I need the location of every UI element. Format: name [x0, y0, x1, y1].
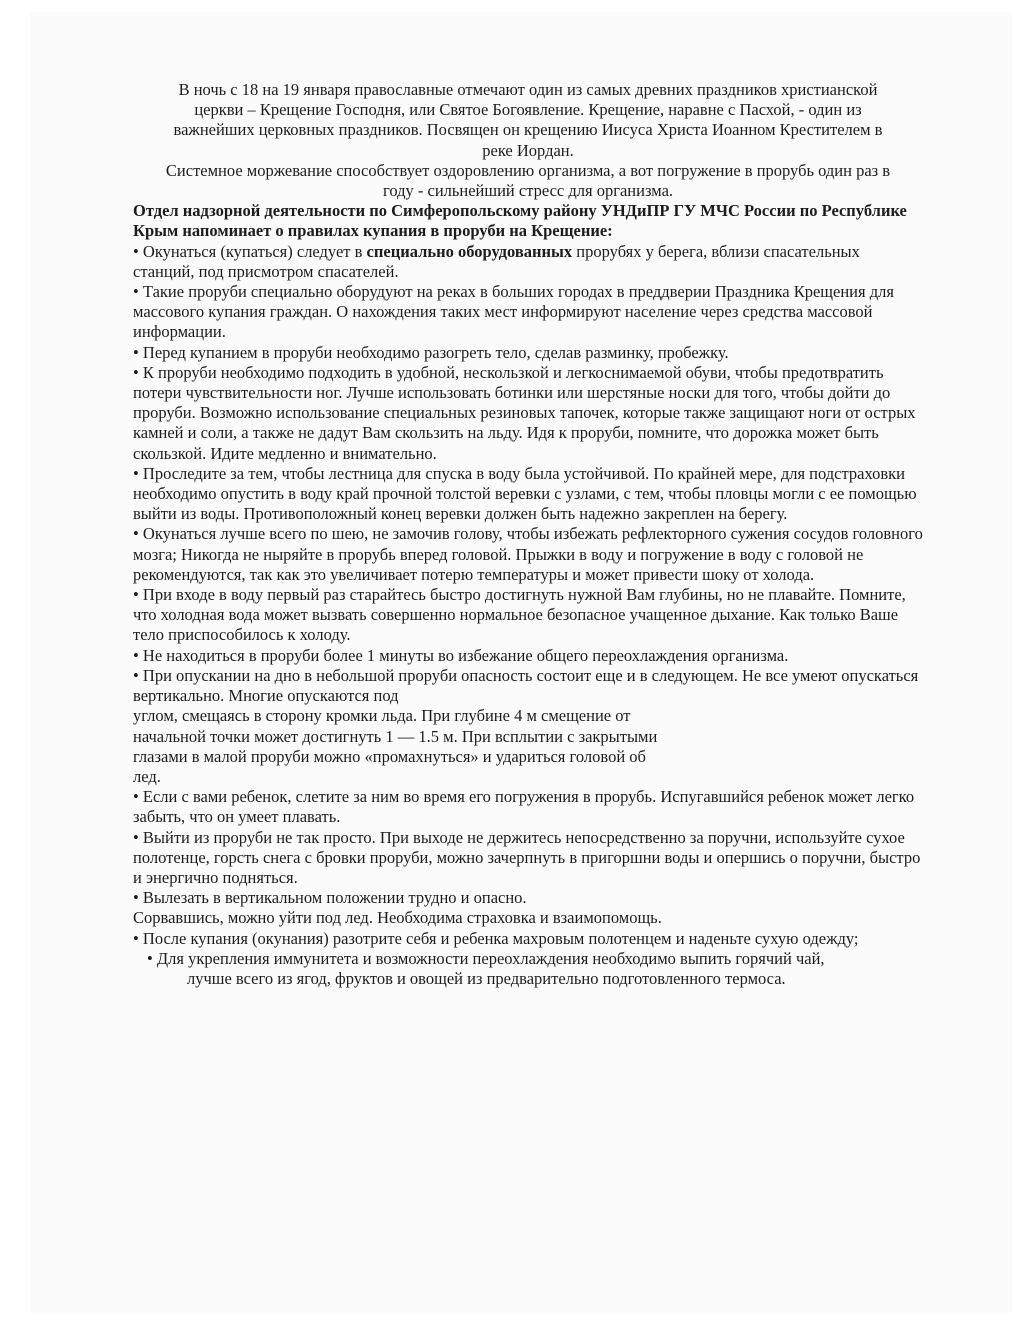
rule-descent-line: • При опускании на дно в небольшой проруби опасность состоит еще и в следующем. Не все умеют опускаться вертикально. Многие опускаются под — [133, 665, 919, 706]
intro-paragraph-2: Системное моржевание способствует оздоровлению организма, а вот погружение в прорубь один раз в году - сильнейший стресс для организма. — [165, 160, 891, 201]
rule-item: • После купания (окунания) разотрите себя и ребенка махровым полотенцем и наденьте сухую одежду; — [133, 928, 859, 948]
rule-item — [133, 242, 923, 282]
rule-item: • Вылезать в вертикальном положении трудно и опасно. — [133, 888, 527, 908]
rule-descent-line: углом, смещаясь в сторону кромки льда. При глубине 4 м смещение от — [133, 706, 631, 726]
rule-item: • Проследите за тем, чтобы лестница для спуска в воду была устойчивой. По крайней мере, для подстраховки необходимо опустить в воду край прочной толстой веревки с узлами, с тем, чтобы пловцы могли с ее помощью выйти из воды. Противоположный конец веревки должен быть надежно закреплен на берегу. — [133, 463, 917, 524]
rule-descent-line: начальной точки может достигнуть 1 — 1.5 м. При всплытии с закрытыми — [133, 726, 658, 746]
rule-descent-line: глазами в малой проруби можно «промахнуться» и удариться головой об — [133, 746, 646, 766]
rule-item: • К проруби необходимо подходить в удобной, нескользкой и легкоснимаемой обуви, чтобы предотвратить потери чувствительности ног. Лучше использовать ботинки или шерстяные носки для того, чтобы дойти до проруби. Возможно использование специальных резиновых тапочек, которые также защищают ноги от острых камней и соли, а также не дадут Вам скользить на льду. Идя к проруби, помните, что дорожка может быть скользкой. Идите медленно и внимательно. — [133, 362, 916, 463]
rule-item: • Не находиться в проруби более 1 минуты во избежание общего переохлаждения организма. — [133, 645, 789, 665]
final-rule-line-1: • Для укрепления иммунитета и возможности переохлаждения необходимо выпить горячий чай, — [147, 948, 825, 968]
section-heading: Отдел надзорной деятельности по Симферопольскому району УНДиПР ГУ МЧС России по Республике Крым напоминает о правилах купания в проруби на Крещение: — [133, 201, 907, 241]
rule-item: • Выйти из проруби не так просто. При выходе не держитесь непосредственно за поручни, используйте сухое полотенце, горсть снега с бровки проруби, можно зачерпнуть в пригоршни воды и опершись о поручни, быстро и энергично подняться. — [133, 827, 921, 887]
rule-emphasis: специально оборудованных — [366, 241, 573, 261]
rule-descent-line: лед. — [133, 766, 161, 786]
document-body — [133, 80, 923, 989]
rule-item: • Перед купанием в проруби необходимо разогреть тело, сделав разминку, пробежку. — [133, 342, 729, 362]
rule-item: • Если с вами ребенок, слетите за ним во время его погружения в прорубь. Испугавшийся ребенок может легко забыть, что он умеет плавать. — [133, 787, 915, 827]
final-rule-line-2: лучше всего из ягод, фруктов и овощей из предварительно подготовленного термоса. — [187, 968, 786, 988]
rule-item: Сорвавшись, можно уйти под лед. Необходима страховка и взаимопомощь. — [133, 908, 662, 928]
rule-text: прорубях у берега, вблизи спасательных станций, под присмотром спасателей. — [133, 241, 860, 281]
rule-item: • Окунаться лучше всего по шею, не замочив голову, чтобы избежать рефлекторного сужения сосудов головного мозга; Никогда не ныряйте в прорубь вперед головой. Прыжки в воду и погружение в воду с головой не рекомендуются, так как это увеличивает потерю температуры и может привести шоку от холода. — [133, 524, 923, 584]
rule-item: • При входе в воду первый раз старайтесь быстро достигнуть нужной Вам глубины, но не плавайте. Помните, что холодная вода может вызвать совершенно нормальное безопасное учащенное дыхание. Как только Ваше тело приспособилось к холоду. — [133, 585, 906, 645]
rule-text: • Окунаться (купаться) следует в — [133, 241, 367, 261]
intro-paragraph-1: В ночь с 18 на 19 января православные отмечают один из самых древних праздников христианской церкви – Крещение Господня, или Святое Богоявление. Крещение, наравне с Пасхой, - один из важнейших церковных праздников. Посвящен он крещению Иисуса Христа Иоанном Крестителем в реке Иордан. — [173, 80, 883, 160]
rule-item: • Такие проруби специально оборудуют на реках в больших городах в преддверии Праздника Крещения для массового купания граждан. О нахождения таких мест информируют население через средства массовой информации. — [133, 282, 894, 342]
